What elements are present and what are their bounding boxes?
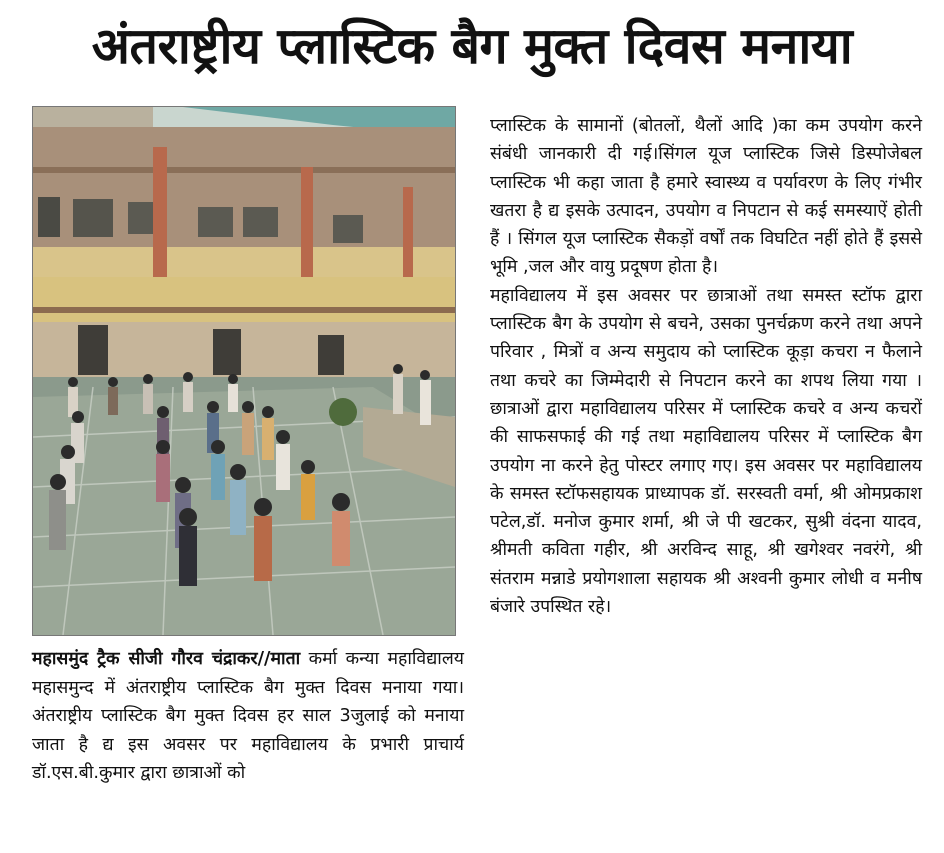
left-paragraph-text: कर्मा कन्या महाविद्यालय महासमुन्द में अंतराष्ट्रीय प्लास्टिक बैग मुक्त दिवस मनाया गया। अंतराष्ट्रीय प्लास्टिक बैग मुक्त दिवस हर साल 3जुलाई को मनाया जाता है द्य इस अवसर पर महाविद्यालय के प्रभारी प्राचार्य डॉ.एस.बी.कुमार द्वारा छात्राओं को [32, 649, 464, 783]
news-photo [32, 106, 456, 636]
right-column [490, 112, 922, 621]
dateline: महासमुंद ट्रैक सीजी गौरव चंद्राकर//माता [32, 649, 301, 669]
right-paragraph-2: महाविद्यालय में इस अवसर पर छात्राओं तथा समस्त स्टॉफ द्वारा प्लास्टिक बैग के उपयोग से बचने, उसका पुनर्चक्रण करने तथा अपने परिवार , मित्रों व अन्य समुदाय को प्लास्टिक कूड़ा कचरा न फैलाने तथा कचरे का जिम्मेदारी से निपटान करने का शपथ लिया गया । छात्राओं द्वारा महाविद्यालय परिसर में प्लास्टिक कचरे व अन्य कचरों की साफसफाई की गई तथा महाविद्यालय परिसर में प्लास्टिक बैग उपयोग ना करने हेतु पोस्टर लगाए गए। इस अवसर पर महाविद्यालय के समस्त स्टॉफसहायक प्राध्यापक डॉ. सरस्वती वर्मा, श्री ओमप्रकाश पटेल,डॉ. मनोज कुमार शर्मा, श्री जे पी खटकर, सुश्री वंदना यादव, श्रीमती कविता गहीर, श्री अरविन्द साहू, श्री खगेश्वर नवरंगे, श्री संतराम मन्नाडे प्रयोगशाला सहायक श्री अश्वनी कुमार लोधी व मनीष बंजारे उपस्थित रहे। [490, 285, 922, 618]
article-headline: अंतराष्ट्रीय प्लास्टिक बैग मुक्त दिवस मनाया [91, 17, 853, 75]
right-paragraph-1: प्लास्टिक के सामानों (बोतलों, थैलों आदि )का कम उपयोग करने संबंधी जानकारी दी गई।सिंगल यूज प्लास्टिक जिसे डिस्पोजेबल प्लास्टिक भी कहा जाता है हमारे स्वास्थ्य व पर्यावरण के लिए गंभीर खतरा है द्य इसके उत्पादन, उपयोग व निपटान से कई समस्याऐं होती हैं । सिंगल यूज प्लास्टिक सैकड़ों वर्षों तक विघटित नहीं होते हैं इससे भूमि ,जल और वायु प्रदूषण होता है। [490, 116, 922, 278]
left-column [32, 645, 464, 788]
left-paragraph [32, 645, 464, 788]
